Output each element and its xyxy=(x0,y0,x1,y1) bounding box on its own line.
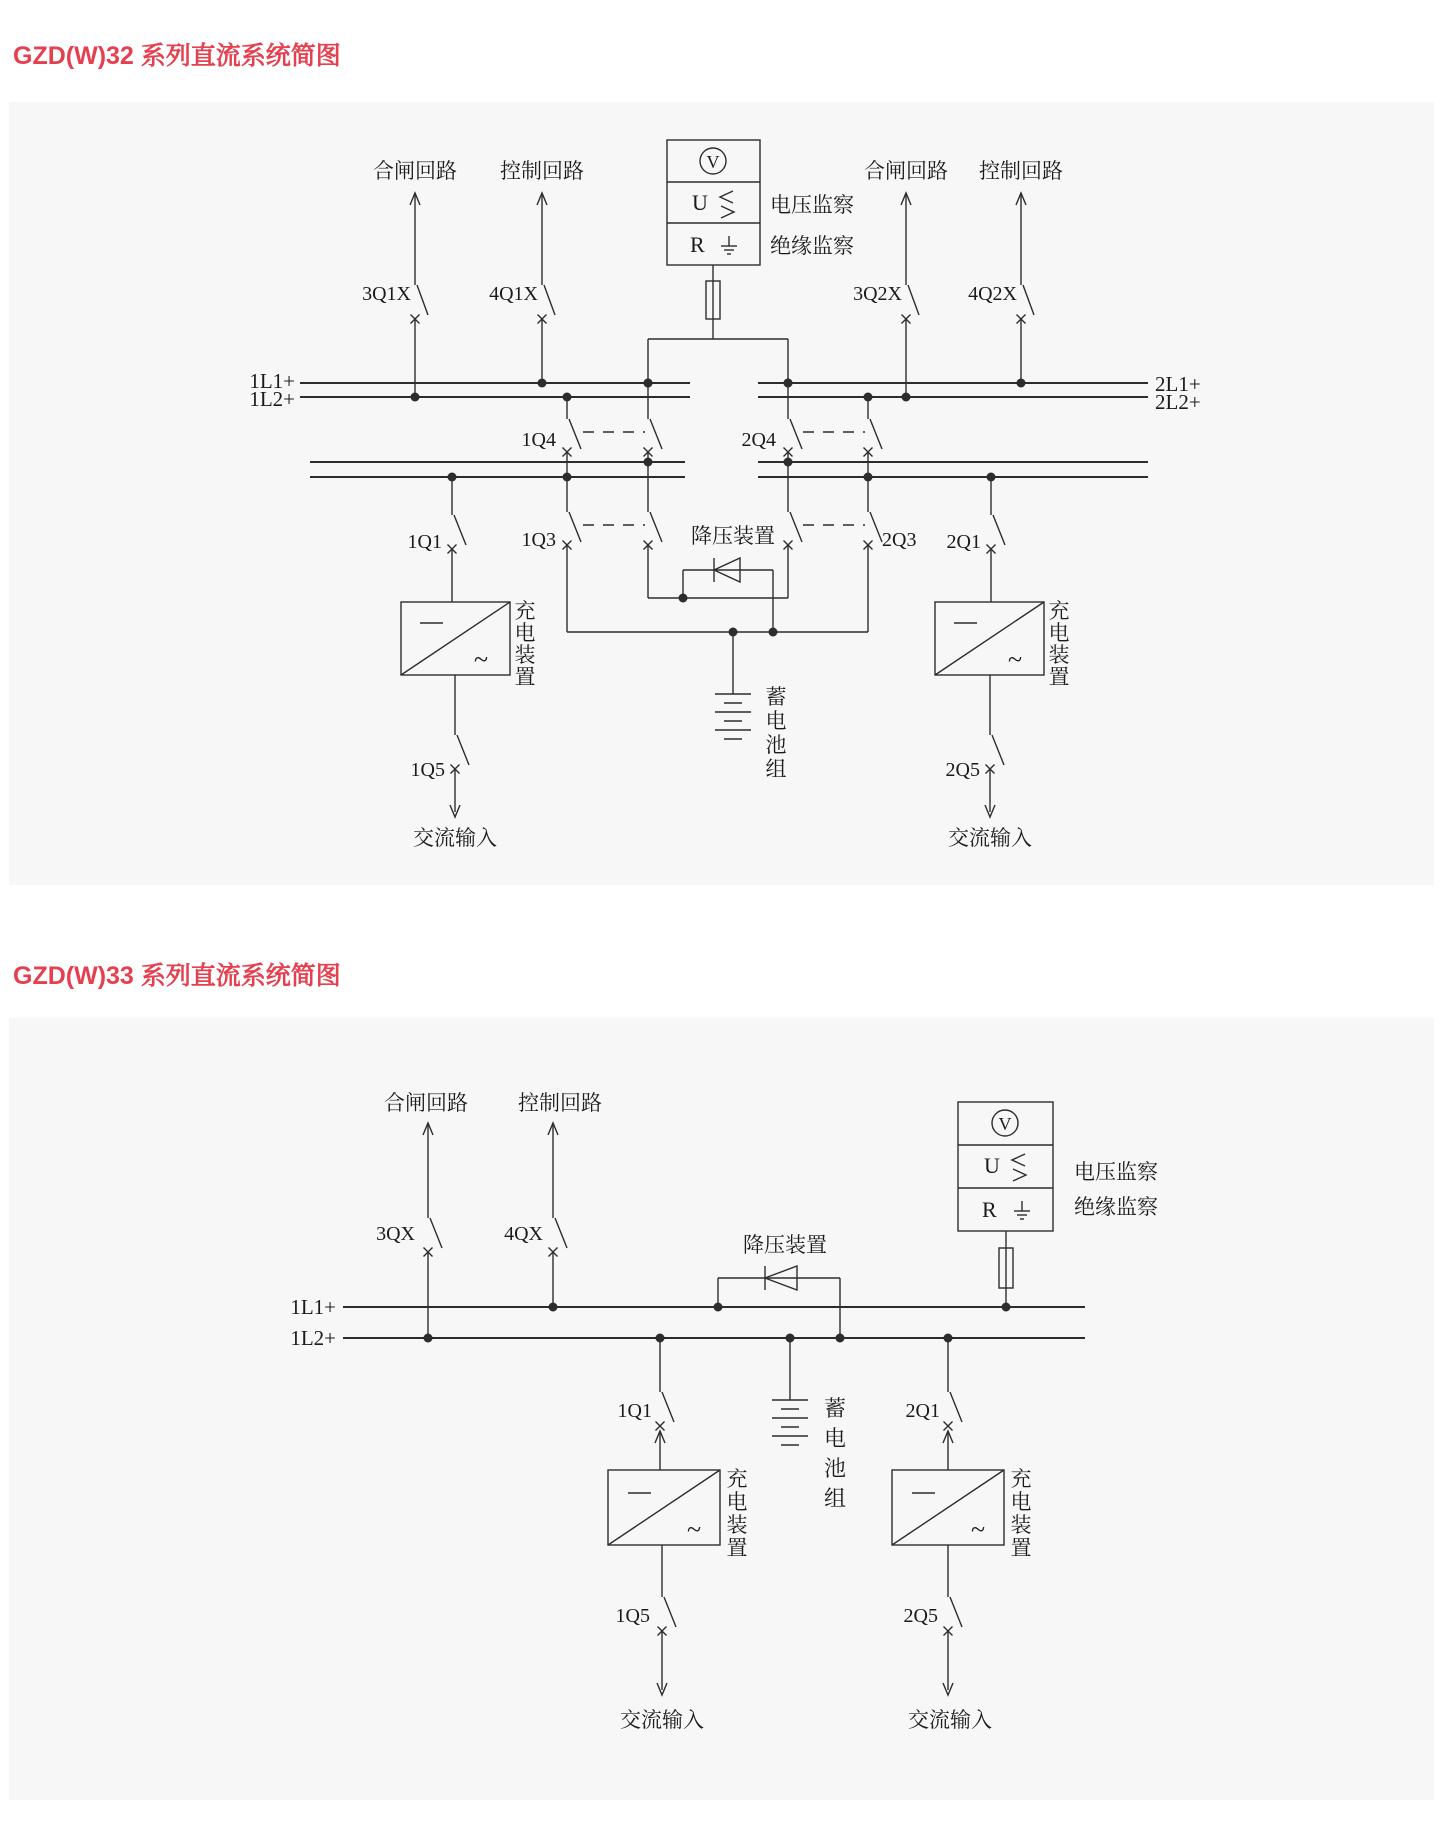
closing-circuit-label: 合闸回路 xyxy=(864,159,948,183)
ac-symbol: ~ xyxy=(970,1515,986,1544)
bus-label-2l2: 2L2+ xyxy=(1155,390,1201,414)
switch-label-2q1: 2Q1 xyxy=(946,531,981,553)
voltage-relay-label: U xyxy=(984,1153,1000,1178)
switch-label-1q3: 1Q3 xyxy=(521,529,556,551)
diagram2-panel xyxy=(9,1018,1434,1800)
charger-label: 充电装置 xyxy=(726,1467,748,1560)
control-circuit-label: 控制回路 xyxy=(500,159,584,183)
control-circuit-label: 控制回路 xyxy=(518,1091,602,1115)
switch-label-4qx: 4QX xyxy=(504,1223,543,1245)
bus-label-2l1: 2L1+ xyxy=(1155,372,1201,396)
switch-label-1q1: 1Q1 xyxy=(617,1400,652,1422)
ac-symbol: ~ xyxy=(686,1515,702,1544)
switch-label-1q4: 1Q4 xyxy=(521,429,556,451)
voltage-reducer-label: 降压装置 xyxy=(743,1233,827,1257)
diagram1-panel xyxy=(9,102,1434,885)
switch-label-3qx: 3QX xyxy=(376,1223,415,1245)
bus-label-1l2: 1L2+ xyxy=(249,387,295,411)
battery-bank-label: 蓄电池组 xyxy=(765,685,787,781)
switch-label-2q1: 2Q1 xyxy=(905,1400,940,1422)
insulation-relay-label: R xyxy=(982,1197,997,1222)
battery-bank-label: 蓄电池组 xyxy=(823,1396,847,1511)
diagram1-title: GZD(W)32 系列直流系统简图 xyxy=(13,42,341,70)
bus-label-1l1: 1L1+ xyxy=(290,1295,336,1319)
closing-circuit-label: 合闸回路 xyxy=(384,1091,468,1115)
switch-label-1q5: 1Q5 xyxy=(410,759,445,781)
charger-label: 充电装置 xyxy=(1048,599,1070,689)
ac-input-label: 交流输入 xyxy=(908,1708,992,1732)
switch-label-2q4: 2Q4 xyxy=(741,429,776,451)
charger-label: 充电装置 xyxy=(514,599,536,689)
insulation-monitoring-label: 绝缘监察 xyxy=(1074,1195,1158,1219)
switch-label-3q2x: 3Q2X xyxy=(853,283,902,305)
bus-label-1l2: 1L2+ xyxy=(290,1326,336,1350)
insulation-monitoring-label: 绝缘监察 xyxy=(770,234,854,258)
closing-circuit-label: 合闸回路 xyxy=(373,159,457,183)
switch-label-4q2x: 4Q2X xyxy=(968,283,1017,305)
switch-label-2q5: 2Q5 xyxy=(945,759,980,781)
voltmeter-label: V xyxy=(998,1114,1012,1134)
bus-label-1l1: 1L1+ xyxy=(249,369,295,393)
ac-input-label: 交流输入 xyxy=(413,826,497,850)
switch-label-2q5: 2Q5 xyxy=(903,1605,938,1627)
voltage-relay-label: U xyxy=(692,190,708,215)
charger-label: 充电装置 xyxy=(1010,1467,1032,1560)
switch-label-4q1x: 4Q1X xyxy=(489,283,538,305)
ac-input-label: 交流输入 xyxy=(620,1708,704,1732)
voltage-monitoring-label: 电压监察 xyxy=(1074,1160,1158,1184)
voltage-monitoring-label: 电压监察 xyxy=(770,193,854,217)
switch-label-3q1x: 3Q1X xyxy=(362,283,411,305)
control-circuit-label: 控制回路 xyxy=(979,159,1063,183)
ac-symbol: ~ xyxy=(1007,645,1023,674)
insulation-relay-label: R xyxy=(690,232,705,257)
switch-label-1q1: 1Q1 xyxy=(407,531,442,553)
ac-input-label: 交流输入 xyxy=(948,826,1032,850)
ac-symbol: ~ xyxy=(473,645,489,674)
voltmeter-label: V xyxy=(706,152,720,172)
switch-label-2q3: 2Q3 xyxy=(882,529,917,551)
switch-label-1q5: 1Q5 xyxy=(615,1605,650,1627)
diagram2-title: GZD(W)33 系列直流系统简图 xyxy=(13,962,341,990)
voltage-reducer-label: 降压装置 xyxy=(691,524,775,548)
